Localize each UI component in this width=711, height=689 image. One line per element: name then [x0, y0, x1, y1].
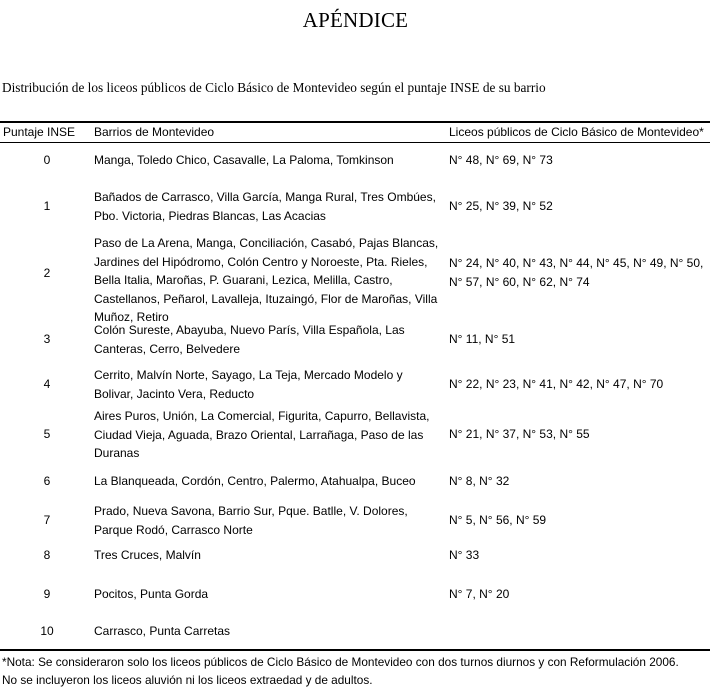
score-cell: 5: [0, 425, 94, 444]
barrios-cell: Bañados de Carrasco, Villa García, Manga Rural, Tres Ombúes, Pbo. Victoria, Piedras Blancas, Las Acacias: [94, 188, 444, 225]
score-cell: 0: [0, 151, 94, 170]
table-top-rule: [0, 121, 710, 123]
barrios-cell: Carrasco, Punta Carretas: [94, 622, 444, 641]
score-cell: 10: [0, 622, 94, 641]
barrios-cell: Manga, Toledo Chico, Casavalle, La Paloma, Tomkinson: [94, 151, 444, 170]
page-title: APÉNDICE: [0, 8, 711, 33]
table-bottom-rule: [0, 649, 710, 651]
liceos-cell: N° 8, N° 32: [449, 472, 711, 491]
table-caption: Distribución de los liceos públicos de Ciclo Básico de Montevideo según el puntaje INSE de su barrio: [2, 80, 546, 96]
barrios-cell: Paso de La Arena, Manga, Conciliación, Casabó, Pajas Blancas, Jardines del Hipódromo, Colón Centro y Noroeste, Pta. Rieles, Bella Italia, Maroñas, P. Guarani, Lezica, Melilla, Castro, Castellanos, Peñarol, Lavalleja, Ituzaingó, Flor de Maroñas, Villa Muñoz, Retiro: [94, 234, 444, 327]
liceos-cell: N° 11, N° 51: [449, 330, 711, 349]
barrios-cell: La Blanqueada, Cordón, Centro, Palermo, Atahualpa, Buceo: [94, 472, 444, 491]
score-cell: 1: [0, 197, 94, 216]
header-liceos: Liceos públicos de Ciclo Básico de Montevideo*: [449, 125, 704, 139]
footnote-line-2: No se incluyeron los liceos aluvión ni los liceos extraedad y de adultos.: [2, 672, 679, 689]
score-cell: 4: [0, 375, 94, 394]
liceos-cell: N° 5, N° 56, N° 59: [449, 511, 711, 530]
score-cell: 7: [0, 511, 94, 530]
liceos-cell: N° 7, N° 20: [449, 585, 711, 604]
header-barrios: Barrios de Montevideo: [94, 125, 214, 139]
footnote-line-1: *Nota: Se consideraron solo los liceos públicos de Ciclo Básico de Montevideo con dos turnos diurnos y con Reformulación 2006.: [2, 654, 679, 672]
score-cell: 8: [0, 546, 94, 565]
header-score: Puntaje INSE: [3, 125, 75, 139]
table-header-rule: [0, 142, 710, 143]
liceos-cell: N° 21, N° 37, N° 53, N° 55: [449, 425, 711, 444]
barrios-cell: Pocitos, Punta Gorda: [94, 585, 444, 604]
liceos-cell: N° 33: [449, 546, 711, 565]
liceos-cell: N° 25, N° 39, N° 52: [449, 197, 711, 216]
score-cell: 6: [0, 472, 94, 491]
barrios-cell: Tres Cruces, Malvín: [94, 546, 444, 565]
barrios-cell: Cerrito, Malvín Norte, Sayago, La Teja, Mercado Modelo y Bolivar, Jacinto Vera, Reducto: [94, 366, 444, 403]
barrios-cell: Aires Puros, Unión, La Comercial, Figurita, Capurro, Bellavista, Ciudad Vieja, Aguada, Brazo Oriental, Larrañaga, Paso de las Duranas: [94, 407, 444, 463]
score-cell: 2: [0, 264, 94, 283]
footnote: [2, 654, 679, 689]
liceos-cell: N° 24, N° 40, N° 43, N° 44, N° 45, N° 49, N° 50, N° 57, N° 60, N° 62, N° 74: [449, 254, 711, 291]
score-cell: 3: [0, 330, 94, 349]
liceos-cell: N° 22, N° 23, N° 41, N° 42, N° 47, N° 70: [449, 375, 711, 394]
score-cell: 9: [0, 585, 94, 604]
barrios-cell: Colón Sureste, Abayuba, Nuevo París, Villa Española, Las Canteras, Cerro, Belvedere: [94, 321, 444, 358]
liceos-cell: N° 48, N° 69, N° 73: [449, 151, 711, 170]
barrios-cell: Prado, Nueva Savona, Barrio Sur, Pque. Batlle, V. Dolores, Parque Rodó, Carrasco Norte: [94, 502, 444, 539]
